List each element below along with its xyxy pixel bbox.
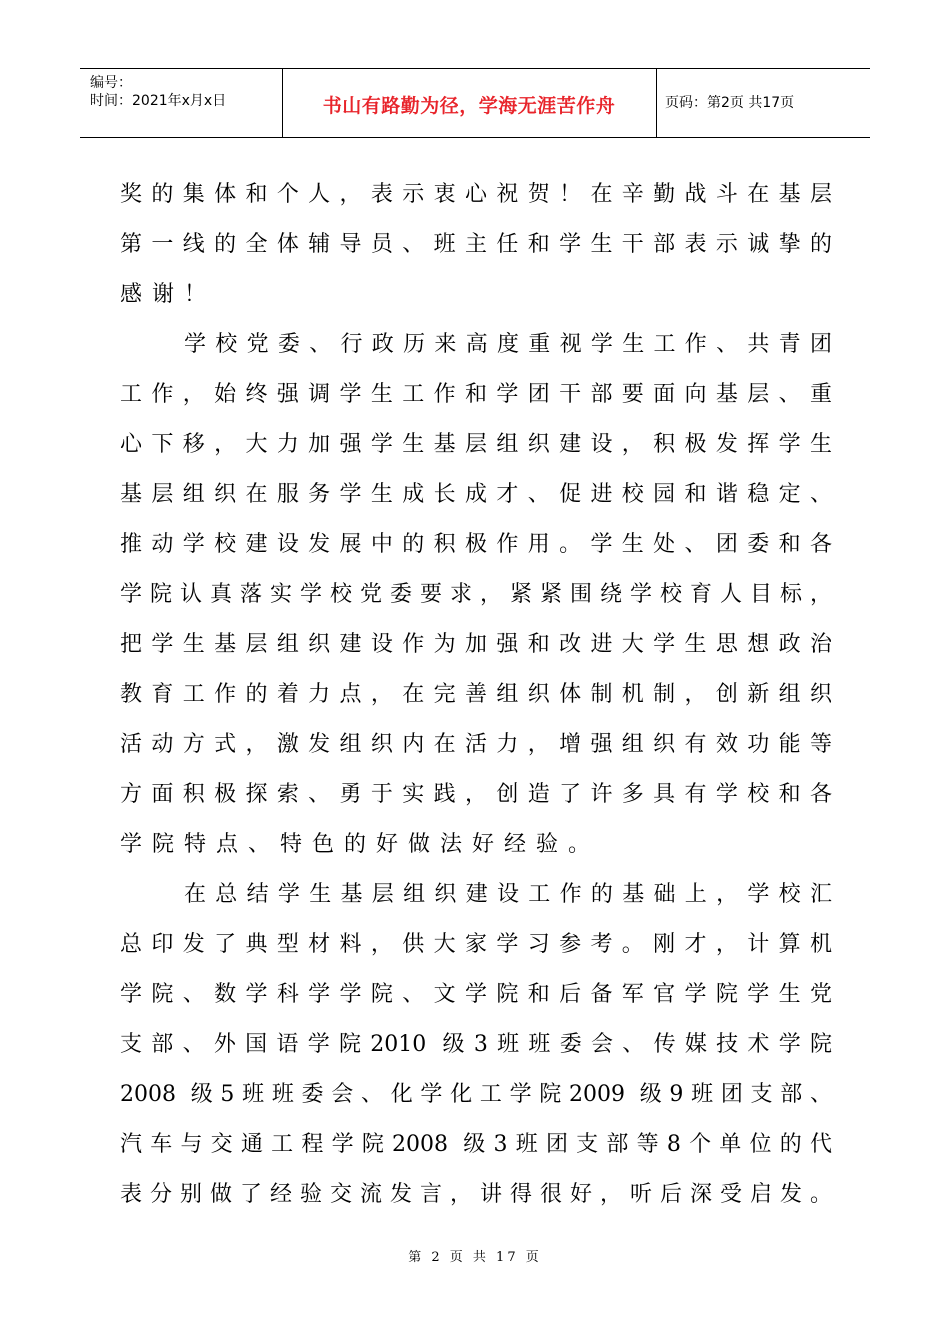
text-line: 心下移，大力加强学生基层组织建设，积极发挥学生 bbox=[120, 432, 832, 457]
text-line: 支部、外国语学院2010 级3班班委会、传媒技术学院 bbox=[120, 1032, 832, 1057]
header-page-info: 页码：第2页 共17页 bbox=[665, 95, 795, 111]
paragraph-first-line: 学校党委、行政历来高度重视学生工作、共青团 bbox=[184, 332, 832, 357]
document-date-label: 时间：2021年x月x日 bbox=[90, 93, 227, 109]
text-line: 2008 级5班班委会、化学化工学院2009 级9班团支部、 bbox=[120, 1082, 832, 1107]
document-number-label: 编号： bbox=[90, 75, 132, 91]
header-page-cell bbox=[657, 69, 870, 137]
header-motto: 书山有路勤为径，学海无涯苦作舟 bbox=[322, 95, 616, 117]
text-line: 方面积极探索、勇于实践，创造了许多具有学校和各 bbox=[120, 782, 832, 807]
text-line: 把学生基层组织建设作为加强和改进大学生思想政治 bbox=[120, 632, 832, 657]
text-line: 基层组织在服务学生成长成才、促进校园和谐稳定、 bbox=[120, 482, 832, 507]
text-line: 学院认真落实学校党委要求，紧紧围绕学校育人目标， bbox=[120, 582, 832, 607]
header-motto-cell bbox=[282, 69, 657, 137]
text-line: 第一线的全体辅导员、班主任和学生干部表示诚挚的 bbox=[120, 232, 832, 257]
paragraph-first-line: 在总结学生基层组织建设工作的基础上，学校汇 bbox=[184, 882, 832, 907]
text-line: 汽车与交通工程学院2008 级3班团支部等8个单位的代 bbox=[120, 1132, 832, 1157]
header-meta-cell bbox=[80, 69, 283, 137]
page-header bbox=[80, 68, 870, 138]
page-footer: 第 2 页 共 17 页 bbox=[408, 1250, 542, 1265]
text-line: 教育工作的着力点，在完善组织体制机制，创新组织 bbox=[120, 682, 832, 707]
text-line: 学院、数学科学学院、文学院和后备军官学院学生党 bbox=[120, 982, 832, 1007]
text-line: 感谢！ bbox=[120, 282, 217, 307]
document-body bbox=[120, 170, 832, 1220]
text-line: 总印发了典型材料，供大家学习参考。刚才，计算机 bbox=[120, 932, 832, 957]
text-line: 推动学校建设发展中的积极作用。学生处、团委和各 bbox=[120, 532, 832, 557]
text-line: 工作，始终强调学生工作和学团干部要面向基层、重 bbox=[120, 382, 832, 407]
text-line: 表分别做了经验交流发言，讲得很好，听后深受启发。 bbox=[120, 1182, 832, 1207]
text-line: 学院特点、特色的好做法好经验。 bbox=[120, 832, 601, 857]
text-line: 奖的集体和个人，表示衷心祝贺！在辛勤战斗在基层 bbox=[120, 182, 832, 207]
text-line: 活动方式，激发组织内在活力，增强组织有效功能等 bbox=[120, 732, 832, 757]
